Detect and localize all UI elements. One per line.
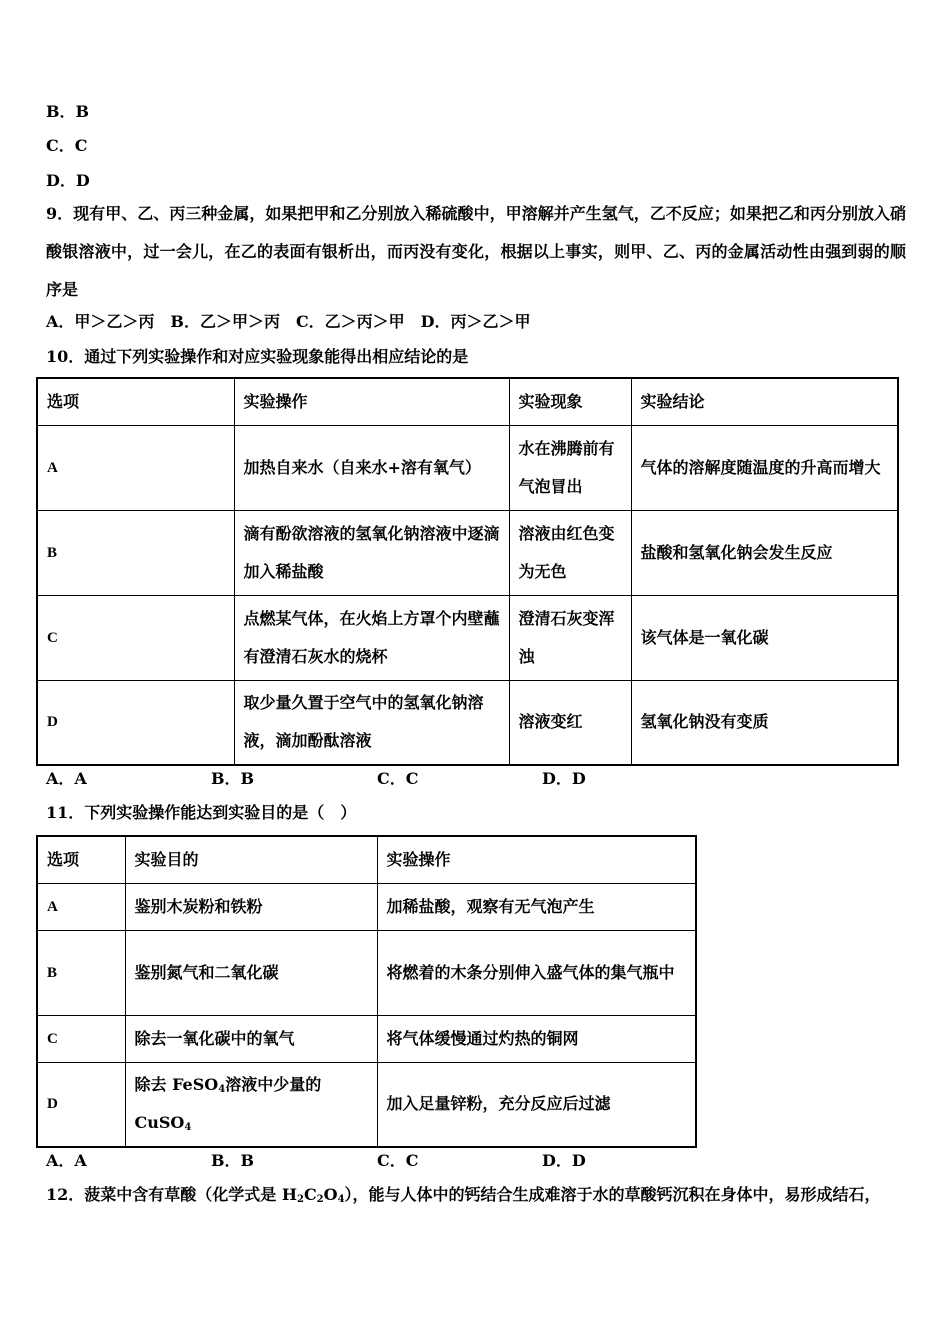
q10-answer-d: D．D bbox=[542, 769, 586, 788]
q12-sub2: 2 bbox=[316, 1194, 324, 1205]
q10-row-d-conclusion: 氢氧化钠没有变质 bbox=[631, 680, 898, 765]
q10-row-b-conclusion: 盐酸和氢氧化钠会发生反应 bbox=[631, 510, 898, 595]
q9-stem: 9．现有甲、乙、丙三种金属，如果把甲和乙分别放入稀硫酸中，甲溶解并产生氢气，乙不反应；如果把乙和丙分别放入硝酸银溶液中，过一会儿，在乙的表面有银析出，而丙没有变化，根据以上事实，则甲、乙、丙的金属活动性由强到弱的顺序是 bbox=[46, 204, 906, 299]
q10-row-b-operation: 滴有酚欲溶液的氢氧化钠溶液中逐滴加入稀盐酸 bbox=[234, 510, 509, 595]
q10-row-c-option: C bbox=[37, 595, 234, 680]
q11-row-c bbox=[37, 1015, 696, 1062]
q12-stem bbox=[46, 1185, 881, 1205]
q11-table bbox=[36, 835, 697, 1148]
q10-row-a bbox=[37, 425, 898, 510]
q10-row-a-option: A bbox=[37, 425, 234, 510]
q11-row-b-option: B bbox=[37, 930, 125, 1015]
q8-option-b: B．B bbox=[46, 102, 90, 121]
q10-row-a-operation: 加热自来水（自来水+溶有氧气） bbox=[234, 425, 509, 510]
q10-header-conclusion: 实验结论 bbox=[631, 378, 898, 425]
q11-row-a-option: A bbox=[37, 883, 125, 930]
q10-row-c-operation: 点燃某气体，在火焰上方罩个内壁蘸有澄清石灰水的烧杯 bbox=[234, 595, 509, 680]
q10-row-d-option: D bbox=[37, 680, 234, 765]
q11-row-b-operation: 将燃着的木条分别伸入盛气体的集气瓶中 bbox=[377, 930, 696, 1015]
q10-answer-a: A．A bbox=[46, 769, 87, 788]
q11-row-b-purpose: 鉴别氮气和二氧化碳 bbox=[125, 930, 377, 1015]
q10-table bbox=[36, 377, 899, 766]
q11-row-d-purpose-before: 除去 FeSO bbox=[134, 1075, 219, 1095]
q10-row-d-phenomenon: 溶液变红 bbox=[509, 680, 631, 765]
q10-header-operation: 实验操作 bbox=[234, 378, 509, 425]
q11-row-c-purpose: 除去一氧化碳中的氧气 bbox=[125, 1015, 377, 1062]
q10-row-c bbox=[37, 595, 898, 680]
q10-answer-c: C．C bbox=[377, 769, 419, 788]
q11-header-row bbox=[37, 836, 696, 883]
q10-row-b-phenomenon: 溶液由红色变为无色 bbox=[509, 510, 631, 595]
q12-mid1: C bbox=[303, 1185, 317, 1204]
q11-answer-a: A．A bbox=[46, 1151, 87, 1170]
q11-header-option: 选项 bbox=[37, 836, 125, 883]
q11-row-d-purpose-sub1: 4 bbox=[218, 1084, 226, 1096]
q11-row-a-purpose: 鉴别木炭粉和铁粉 bbox=[125, 883, 377, 930]
q11-row-d-operation: 加入足量锌粉，充分反应后过滤 bbox=[377, 1062, 696, 1147]
q10-header-option: 选项 bbox=[37, 378, 234, 425]
q11-answer-b: B．B bbox=[211, 1151, 255, 1170]
q12-sub3: 4 bbox=[337, 1194, 345, 1205]
q10-row-d-operation: 取少量久置于空气中的氢氧化钠溶液，滴加酚酞溶液 bbox=[234, 680, 509, 765]
q11-row-c-operation: 将气体缓慢通过灼热的铜网 bbox=[377, 1015, 696, 1062]
q10-row-c-conclusion: 该气体是一氧化碳 bbox=[631, 595, 898, 680]
q11-row-a bbox=[37, 883, 696, 930]
q10-header-row bbox=[37, 378, 898, 425]
q11-header-purpose: 实验目的 bbox=[125, 836, 377, 883]
q11-row-b bbox=[37, 930, 696, 1015]
q11-row-d-purpose-chem2: CuSO bbox=[134, 1113, 185, 1133]
q11-row-a-operation: 加稀盐酸，观察有无气泡产生 bbox=[377, 883, 696, 930]
q12-stem-after: ），能与人体中的钙结合生成难溶于水的草酸钙沉积在身体中，易形成结石， bbox=[344, 1185, 881, 1204]
q11-header-operation: 实验操作 bbox=[377, 836, 696, 883]
q11-stem: 11．下列实验操作能达到实验目的是（ ） bbox=[46, 803, 357, 822]
q10-row-a-conclusion: 气体的溶解度随温度的升高而增大 bbox=[631, 425, 898, 510]
q10-row-a-phenomenon: 水在沸腾前有气泡冒出 bbox=[509, 425, 631, 510]
q10-row-b-option: B bbox=[37, 510, 234, 595]
q11-row-d-option: D bbox=[37, 1062, 125, 1147]
q11-row-c-option: C bbox=[37, 1015, 125, 1062]
q10-header-phenomenon: 实验现象 bbox=[509, 378, 631, 425]
q11-row-d-purpose-sub2: 4 bbox=[184, 1122, 192, 1134]
q10-stem: 10．通过下列实验操作和对应实验现象能得出相应结论的是 bbox=[46, 347, 469, 366]
q10-row-c-phenomenon: 澄清石灰变浑浊 bbox=[509, 595, 631, 680]
q12-stem-before: 12．菠菜中含有草酸（化学式是 H bbox=[46, 1185, 297, 1204]
q9-options: A．甲＞乙＞丙 B．乙＞甲＞丙 C．乙＞丙＞甲 D．丙＞乙＞甲 bbox=[46, 312, 531, 331]
q10-answer-b: B．B bbox=[211, 769, 255, 788]
q11-row-d bbox=[37, 1062, 696, 1147]
q10-row-d bbox=[37, 680, 898, 765]
q11-row-d-purpose bbox=[125, 1062, 377, 1147]
q8-option-c: C．C bbox=[46, 136, 88, 155]
q11-answer-d: D．D bbox=[542, 1151, 586, 1170]
q10-row-b bbox=[37, 510, 898, 595]
q11-row-d-purpose-mid: 溶液中少量的 bbox=[225, 1075, 322, 1095]
q11-answer-c: C．C bbox=[377, 1151, 419, 1170]
q12-sub1: 2 bbox=[296, 1194, 304, 1205]
q12-mid2: O bbox=[323, 1185, 338, 1204]
q8-option-d: D．D bbox=[46, 171, 90, 190]
